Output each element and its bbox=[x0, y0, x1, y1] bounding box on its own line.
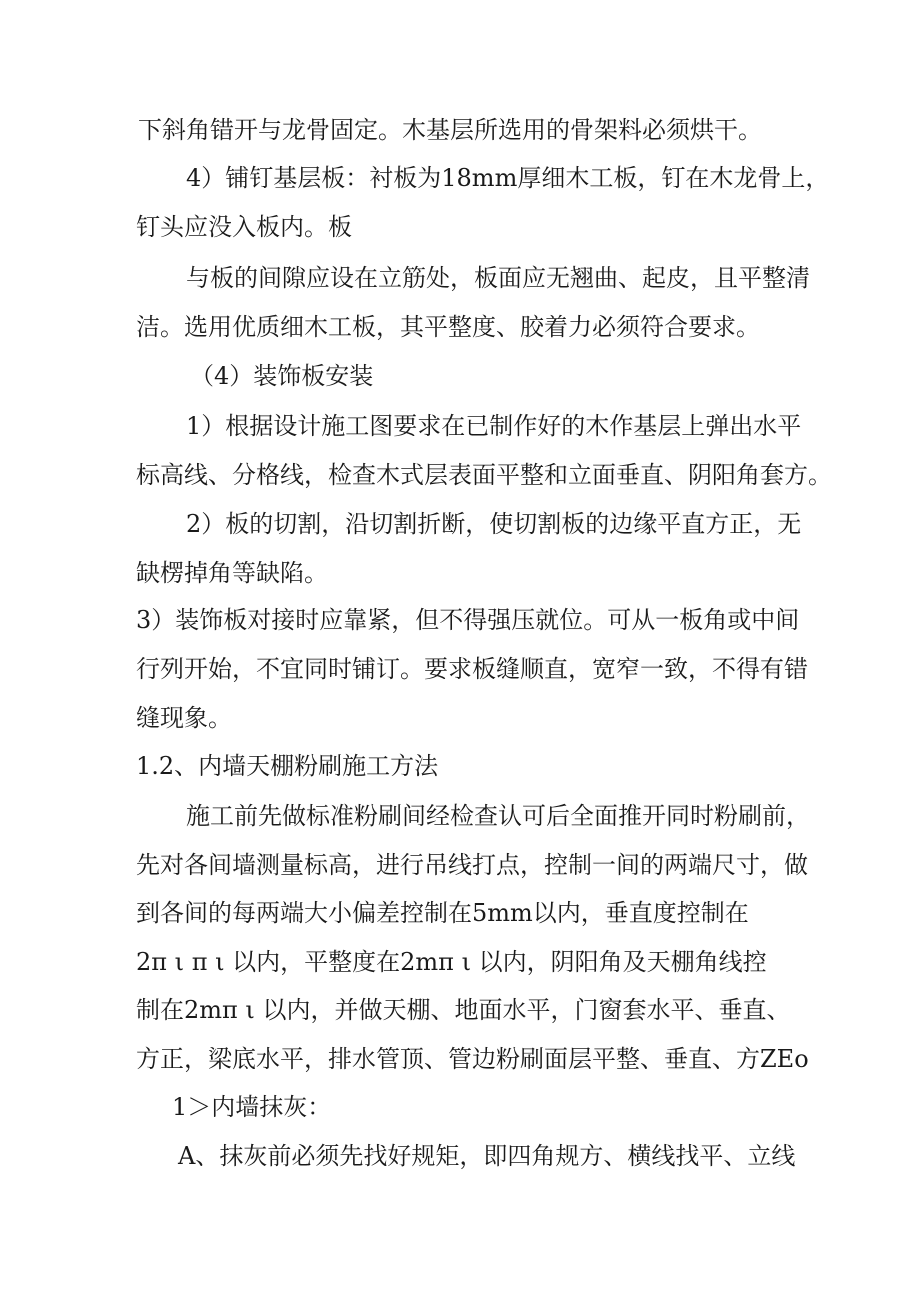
text-line: 2π ι π ι 以内，平整度在2mπ ι 以内，阴阳角及天棚角线控 bbox=[136, 948, 767, 976]
text-line: 1＞内墙抹灰： bbox=[172, 1093, 332, 1121]
section-heading: （4）装饰板安装 bbox=[190, 362, 374, 390]
text-line: 下斜角错开与龙骨固定。木基层所选用的骨架料必须烘干。 bbox=[138, 116, 762, 144]
text-line: 行列开始，不宜同时铺订。要求板缝顺直，宽窄一致，不得有错 bbox=[136, 655, 808, 683]
text-line: 洁。选用优质细木工板，其平整度、胶着力必须符合要求。 bbox=[136, 313, 760, 341]
text-line: 4）铺钉基层板：衬板为18mm厚细木工板，钉在木龙骨上， bbox=[186, 164, 830, 192]
text-line: 1）根据设计施工图要求在已制作好的木作基层上弹出水平 bbox=[186, 412, 802, 440]
text-line: 方正，梁底水平，排水管顶、管边粉刷面层平整、垂直、方ZEo bbox=[136, 1045, 809, 1073]
text-line: 与板的间隙应设在立筋处，板面应无翘曲、起皮，且平整清 bbox=[186, 264, 810, 292]
text-line: 到各间的每两端大小偏差控制在5mm以内，垂直度控制在 bbox=[136, 899, 749, 927]
text-line: 缺楞掉角等缺陷。 bbox=[136, 559, 328, 587]
text-line: A、抹灰前必须先找好规矩，即四角规方、横线找平、立线 bbox=[178, 1142, 796, 1170]
text-line: 制在2mπ ι 以内，并做天棚、地面水平，门窗套水平、垂直、 bbox=[136, 996, 791, 1024]
text-line: 3）装饰板对接时应靠紧，但不得强压就位。可从一板角或中间 bbox=[136, 606, 800, 634]
text-line: 2）板的切割，沿切割折断，使切割板的边缘平直方正，无 bbox=[186, 510, 802, 538]
text-line: 钉头应没入板内。板 bbox=[136, 213, 352, 241]
text-line: 标高线、分格线，检查木式层表面平整和立面垂直、阴阳角套方。 bbox=[136, 461, 832, 489]
text-line: 先对各间墙测量标高，进行吊线打点，控制一间的两端尺寸，做 bbox=[136, 851, 808, 879]
section-heading: 1.2、内墙天棚粉刷施工方法 bbox=[136, 752, 439, 780]
text-line: 施工前先做标准粉刷间经检查认可后全面推开同时粉刷前， bbox=[186, 802, 810, 830]
text-line: 缝现象。 bbox=[136, 704, 232, 732]
